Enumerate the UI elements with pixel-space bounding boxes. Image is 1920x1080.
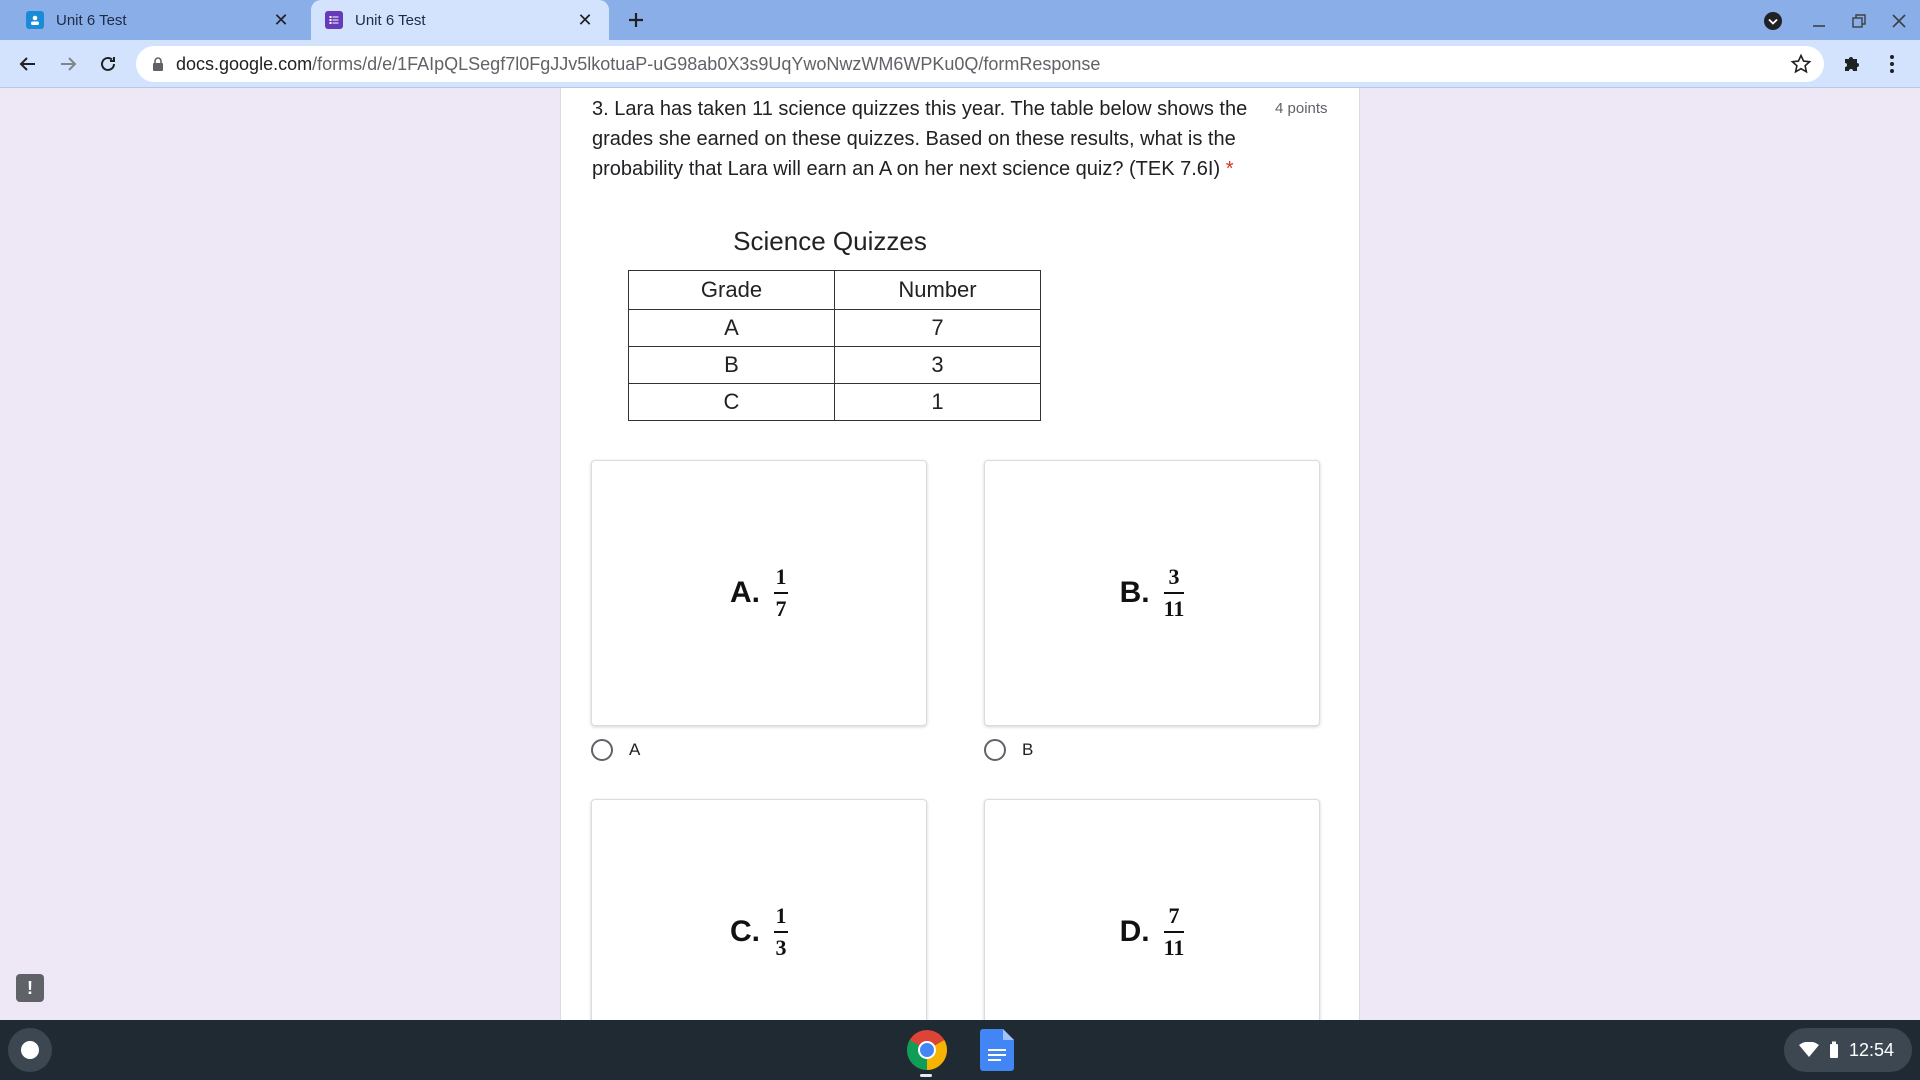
choice-letter: B. [1119,576,1150,609]
tab-title: Unit 6 Test [56,11,127,29]
browser-menu-button[interactable] [1876,48,1908,80]
url-host: docs.google.com [176,53,313,74]
status-tray[interactable] [1784,1028,1912,1072]
radio-label: A [629,740,641,759]
forward-button[interactable] [52,48,84,80]
extensions-button[interactable] [1836,48,1868,80]
choice-letter: A. [730,576,760,609]
choice-b-option[interactable] [984,739,1033,761]
bookmark-star-icon[interactable] [1790,53,1812,80]
forms-icon [325,11,343,29]
more-vertical-icon [1889,54,1895,74]
question-body: 3. Lara has taken 11 science quizzes this year. The table below shows the grades she earned on these quizzes. Based on these results, what is the probability that Lara will earn an A on her next science quiz? (TEK 7.6I) [592,98,1248,180]
battery-icon [1829,1041,1839,1059]
minimize-button[interactable] [1806,8,1832,34]
browser-toolbar [0,40,1920,88]
choice-b-content [1120,564,1185,622]
docs-app-button[interactable] [975,1028,1019,1072]
classroom-icon [26,11,44,29]
tab-strip [0,0,1920,40]
fraction [1164,564,1185,622]
table-row [629,347,1041,384]
numerator: 1 [775,903,787,928]
denominator: 11 [1163,596,1185,621]
running-app-indicator [920,1074,932,1077]
reload-button[interactable] [92,48,124,80]
new-tab-button[interactable] [622,6,650,34]
google-docs-icon [980,1029,1014,1071]
choice-c-image[interactable] [591,799,927,1020]
table-header-row [629,271,1041,310]
arrow-back-icon [18,54,38,74]
choice-letter: D. [1119,915,1150,948]
url-path: /forms/d/e/1FAIpQLSegf7l0FgJJv5lkotuaP-uG98ab0X3s9UqYwoNwzWM6WPKu0Q/formResponse [312,53,1101,74]
chevron-down-circle-icon [1763,11,1783,31]
numerator: 7 [1168,903,1180,928]
clock: 12:54 [1848,1039,1894,1060]
close-tab-icon[interactable]: ✕ [273,9,289,30]
reload-icon [98,54,118,74]
close-window-button[interactable] [1886,8,1912,34]
question-card [560,88,1360,1020]
choice-c-content [730,903,788,961]
table-cell: B [629,347,835,384]
launcher-button[interactable] [8,1028,52,1072]
fraction-bar [774,592,788,594]
tab-title: Unit 6 Test [355,11,426,29]
close-tab-icon[interactable]: ✕ [577,9,593,30]
fraction-bar [1164,931,1185,933]
page-viewport [0,88,1920,1020]
chrome-app-button[interactable] [905,1028,949,1072]
numerator: 1 [775,564,787,589]
choice-d-image[interactable] [984,799,1320,1020]
launcher-icon [21,1041,39,1059]
table-header: Grade [629,271,835,310]
numerator: 3 [1168,564,1180,589]
tab-unit6-forms[interactable] [311,0,609,40]
required-asterisk: * [1225,158,1234,180]
fraction-bar [1164,592,1185,594]
table-cell: 7 [835,310,1041,347]
tab-unit6-classroom[interactable] [0,0,305,40]
choice-a-image[interactable] [591,460,927,726]
restore-button[interactable] [1846,8,1872,34]
plus-icon [627,11,645,29]
table-cell: 3 [835,347,1041,384]
restore-icon [1851,13,1867,29]
radio-button-b[interactable] [984,739,1006,761]
table-cell: C [629,384,835,421]
report-problem-icon[interactable]: ! [16,974,44,1002]
address-bar[interactable] [136,46,1824,82]
fraction [774,903,788,961]
lock-icon [152,57,164,71]
tab-search-button[interactable] [1760,8,1786,34]
table-title: Science Quizzes [733,226,927,256]
table-cell: A [629,310,835,347]
table-header: Number [835,271,1041,310]
arrow-forward-icon [58,54,78,74]
os-shelf [0,1020,1920,1080]
choice-letter: C. [730,915,760,948]
choice-a-option[interactable] [591,739,640,761]
fraction [1164,903,1185,961]
choice-a-content [730,564,788,622]
chrome-icon [906,1029,948,1071]
question-text [592,94,1252,184]
science-quizzes-table [628,270,1041,421]
fraction [774,564,788,622]
minimize-icon [1811,13,1827,29]
puzzle-icon [1841,53,1863,75]
denominator: 7 [775,596,787,621]
table-row [629,310,1041,347]
points-label: 4 points [1275,100,1328,117]
table-cell: 1 [835,384,1041,421]
fraction-bar [774,931,788,933]
close-icon [1891,13,1907,29]
wifi-icon [1799,1042,1819,1058]
denominator: 11 [1163,935,1185,960]
choice-d-content [1120,903,1185,961]
choice-b-image[interactable] [984,460,1320,726]
radio-button-a[interactable] [591,739,613,761]
table-row [629,384,1041,421]
radio-label: B [1022,740,1034,759]
back-button[interactable] [12,48,44,80]
denominator: 3 [775,935,787,960]
